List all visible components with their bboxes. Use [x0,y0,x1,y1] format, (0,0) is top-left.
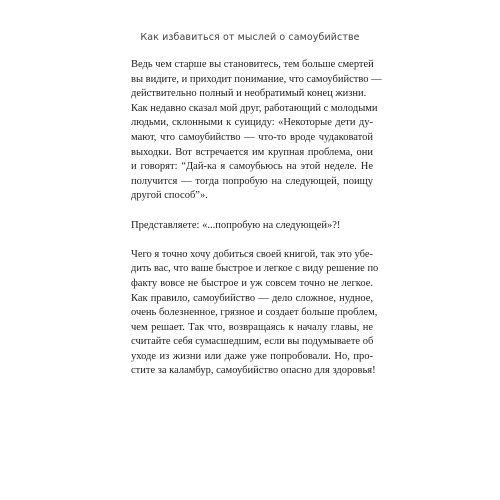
text-line: вы видите, и приходит понимание, что самоубийство — [131,73,382,85]
text-line: Представляете: «...попробую на следующей»?! [131,219,341,231]
body-text [131,58,382,379]
text-line: Как правило, самоубийство — дело сложное, нудное, [131,292,373,304]
text-line: стите за каламбур, самоубийство опасно для здоровья! [131,365,376,377]
text-line: мают, что самоубийство — что-то вроде чудаковатой [131,131,373,143]
text-line: другой способ”». [131,190,208,202]
paragraph-4 [131,248,379,379]
text-line: Чего я точно хочу добиться своей книгой, так это убе- [131,248,373,260]
text-line: считайте себя сумасшедшим, если вы подумываете об [131,336,374,348]
text-line: факту вовсе не быстрое и уж совсем точно не легкое. [131,277,373,289]
text-line: действительно полный и необратимый конец жизни. [131,88,367,100]
text-line: чем решает. Так что, возвращаясь к началу главы, не [131,321,373,333]
text-line: получится — тогда попробую на следующей, поищу [131,175,373,187]
text-line: и говорят: “Дай-ка я самоубьюсь на этой неделе. Не [131,161,373,173]
text-line: людьми, склонными к суициду: «Некоторые дети ду- [131,117,373,129]
running-header: Как избавиться от мыслей о самоубийстве [140,32,360,43]
paragraph-1 [131,58,382,102]
text-line: уходе из жизни или даже уже попробовали. Но, про- [131,350,373,362]
paragraph-2 [131,102,378,204]
text-line: Как недавно сказал мой друг, работающий с молодыми [131,102,378,114]
paragraph-3 [131,219,373,234]
text-line: Ведь чем старше вы становитесь, тем больше смертей [131,59,374,70]
text-line: очень болезненное, грязное и создает больше проблем, [131,307,378,319]
text-line: выходки. Вот встречается им крупная проблема, они [131,146,373,158]
text-line: дить вас, что ваше быстрое и легкое с виду решение по [131,263,379,275]
